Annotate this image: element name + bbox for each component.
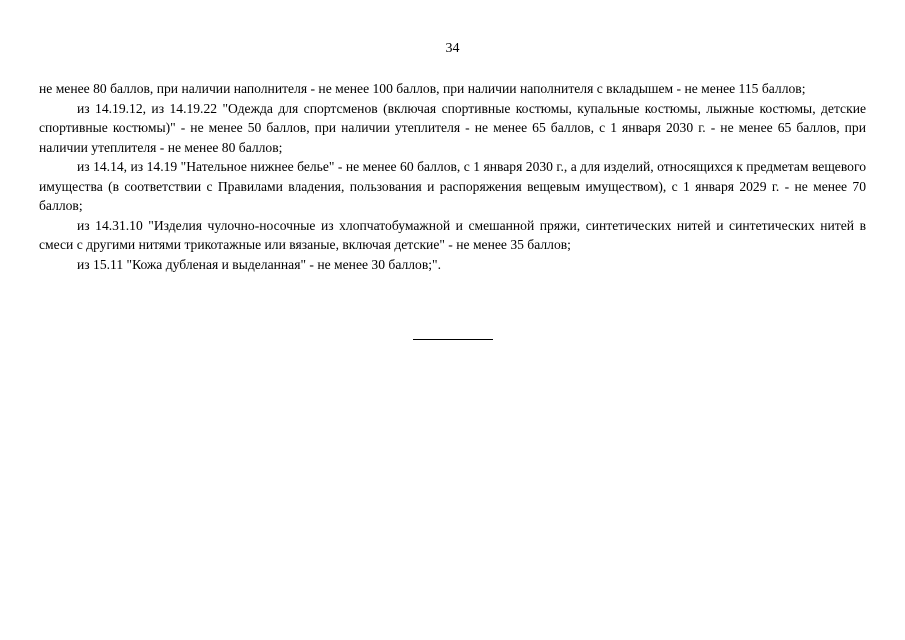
paragraph-continuation: не менее 80 баллов, при наличии наполнителя - не менее 100 баллов, при наличии наполнителя с вкладышем - не менее 115 баллов; bbox=[39, 81, 806, 96]
paragraph-leather: из 15.11 "Кожа дубленая и выделанная" - не менее 30 баллов;". bbox=[77, 256, 441, 272]
paragraph-underwear: из 14.14, из 14.19 "Нательное нижнее белье" - не менее 60 баллов, с 1 января 2030 г., а для изделий, относящихся к предметам вещевого имущества (в соответствии с Правилами владения, пользования и распоряжения вещевым имуществом), с 1 января 2029 г. - не менее 70 баллов; bbox=[39, 159, 866, 213]
paragraph-sportswear: из 14.19.12, из 14.19.22 "Одежда для спортсменов (включая спортивные костюмы, купальные костюмы, лыжные костюмы, детские спортивные костюмы)" - не менее 50 баллов, при наличии утеплителя - не менее 65 баллов, с 1 января 2030 г. - не менее 65 баллов, при наличии утеплителя - не менее 80 баллов; bbox=[39, 100, 866, 155]
paragraph-hosiery: из 14.31.10 "Изделия чулочно-носочные из хлопчатобумажной и смешанной пряжи, синтетических нитей и синтетических нитей в смеси с другими нитями трикотажные или вязаные, включая детские" - не менее 35 баллов; bbox=[39, 217, 866, 252]
page-number: 34 bbox=[445, 41, 460, 56]
end-separator-line bbox=[413, 339, 493, 340]
document-body bbox=[39, 79, 866, 274]
